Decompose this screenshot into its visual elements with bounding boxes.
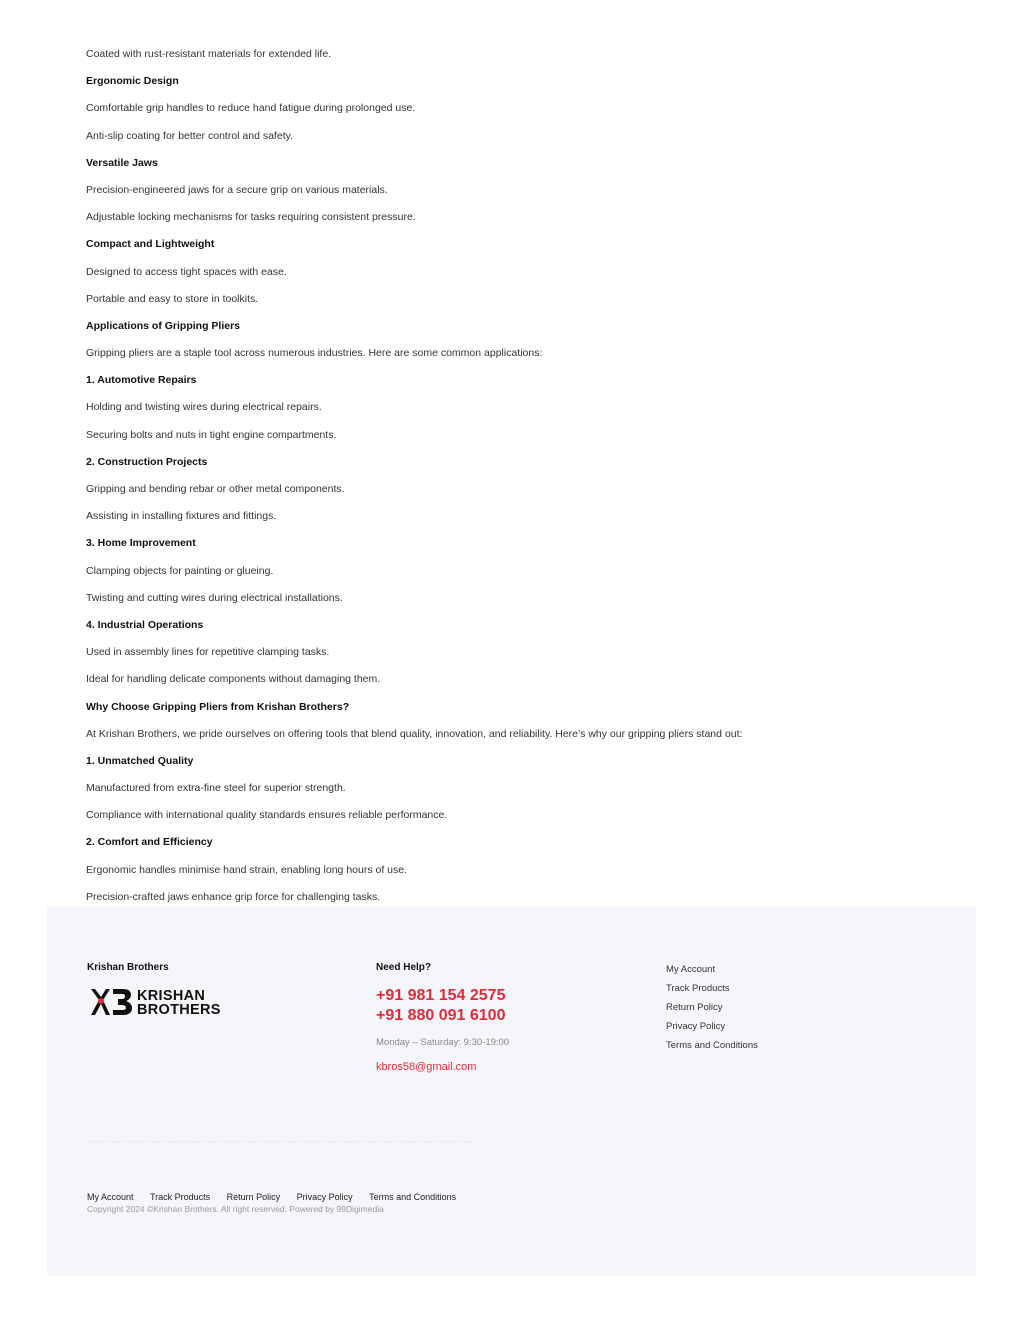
footer-link-privacy-policy[interactable]: Privacy Policy [666,1021,726,1032]
bottom-link-privacy-policy[interactable]: Privacy Policy [296,1192,353,1202]
bottom-link-my-account[interactable]: My Account [87,1192,134,1202]
copyright-text: Copyright 2024 ©Krishan Brothers. All right reserved. Powered by 99Digimedia [87,1204,384,1214]
content-paragraph: Comfortable grip handles to reduce hand fatigue during prolonged use. [86,102,416,115]
content-paragraph: Twisting and cutting wires during electrical installations. [86,591,343,604]
footer-link-terms[interactable]: Terms and Conditions [666,1040,758,1051]
content-paragraph: Portable and easy to store in toolkits. [86,292,259,305]
content-paragraph: Gripping pliers are a staple tool across numerous industries. Here are some common applications: [86,347,543,360]
footer-links [666,964,758,1059]
content-paragraph: Securing bolts and nuts in tight engine compartments. [86,428,337,441]
business-hours: Monday – Saturday: 9:30-19:00 [376,1037,510,1048]
content-heading: 2. Construction Projects [86,455,208,468]
need-help-title: Need Help? [376,962,432,973]
phone-number-2[interactable]: +91 880 091 6100 [376,1007,506,1024]
footer-link-return-policy[interactable]: Return Policy [666,1002,723,1013]
article-content [86,46,966,916]
content-paragraph: Precision-crafted jaws enhance grip force for challenging tasks. [86,890,381,903]
phone-number-1[interactable]: +91 981 154 2575 [376,987,506,1004]
content-heading: 1. Automotive Repairs [86,374,197,387]
content-paragraph: Adjustable locking mechanisms for tasks requiring consistent pressure. [86,211,416,224]
email-link[interactable]: kbros58@gmail.com [376,1061,477,1073]
content-heading: Applications of Gripping Pliers [86,319,241,332]
content-heading: Versatile Jaws [86,156,158,169]
content-heading: 3. Home Improvement [86,537,196,550]
brand-logo[interactable] [87,987,227,1021]
site-footer [47,907,976,1276]
content-heading: 4. Industrial Operations [86,618,204,631]
content-paragraph: Anti-slip coating for better control and safety. [86,129,293,142]
footer-link-my-account[interactable]: My Account [666,964,716,975]
content-paragraph: Manufactured from extra-fine steel for superior strength. [86,782,346,795]
footer-bottom-links [87,1187,468,1205]
bottom-link-terms[interactable]: Terms and Conditions [369,1192,457,1202]
content-heading: Ergonomic Design [86,75,179,88]
content-heading: Why Choose Gripping Pliers from Krishan Brothers? [86,700,350,713]
footer-link-track-products[interactable]: Track Products [666,983,730,994]
pliers-logo-icon [87,987,133,1017]
content-paragraph: Precision-engineered jaws for a secure grip on various materials. [86,183,388,196]
content-paragraph: Designed to access tight spaces with ease. [86,265,287,278]
content-paragraph: Holding and twisting wires during electrical repairs. [86,401,322,414]
content-heading: Compact and Lightweight [86,238,215,251]
content-paragraph: Assisting in installing fixtures and fittings. [86,510,277,523]
content-paragraph: Ergonomic handles minimise hand strain, enabling long hours of use. [86,863,408,876]
content-paragraph: Compliance with international quality standards ensures reliable performance. [86,809,448,822]
content-paragraph: Coated with rust-resistant materials for extended life. [86,48,332,60]
bottom-link-track-products[interactable]: Track Products [149,1192,211,1202]
footer-divider [87,1141,472,1142]
content-paragraph: Gripping and bending rebar or other metal components. [86,483,345,495]
content-paragraph: Ideal for handling delicate components without damaging them. [86,673,381,686]
footer-brand-title: Krishan Brothers [87,962,169,973]
brand-logo-text: KRISHAN BROTHERS [137,988,221,1018]
content-heading: 2. Comfort and Efficiency [86,836,213,849]
content-paragraph: Clamping objects for painting or glueing. [86,564,274,577]
content-paragraph: Used in assembly lines for repetitive clamping tasks. [86,646,330,659]
bottom-link-return-policy[interactable]: Return Policy [226,1192,281,1202]
content-heading: 1. Unmatched Quality [86,754,194,767]
content-paragraph: At Krishan Brothers, we pride ourselves on offering tools that blend quality, innovation, and reliability. Here’s why our gripping pliers stand out: [86,727,743,740]
